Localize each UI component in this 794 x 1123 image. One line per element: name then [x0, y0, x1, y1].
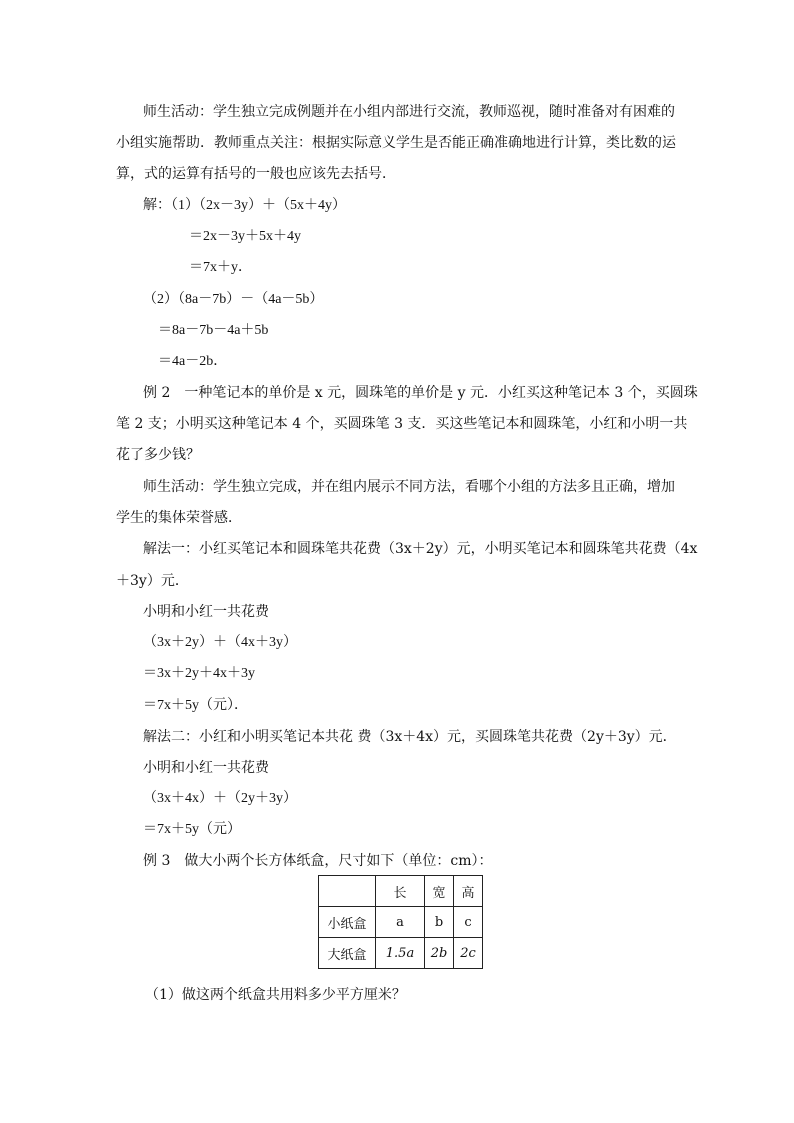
equation-line: （3x＋2y）＋（4x＋3y） — [143, 635, 297, 650]
paragraph-line: 算，式的运算有括号的一般也应该先去括号． — [116, 166, 396, 182]
table-header-row — [319, 876, 483, 907]
equation-line: ＝2x－3y＋5x＋4y — [189, 229, 301, 244]
solution-line: ＋3y）元． — [116, 573, 189, 589]
table-cell: 小纸盒 — [319, 907, 376, 938]
table-cell: a — [376, 907, 425, 938]
paragraph-line: 小明和小红一共花费 — [143, 760, 269, 776]
paragraph-line: 师生活动：学生独立完成例题并在小组内部进行交流，教师巡视，随时准备对有困难的 — [143, 104, 675, 120]
table-cell — [319, 876, 376, 907]
equation-line: ＝3x＋2y＋4x＋3y — [143, 666, 255, 681]
equation-line: ＝8a－7b－4a＋5b — [158, 323, 269, 338]
table-cell: c — [454, 907, 483, 938]
solution-line: 解法二：小红和小明买笔记本共花 费（3x＋4x）元，买圆珠笔共花费（2y＋3y）元． — [143, 729, 677, 745]
equation-line: ＝7x＋5y（元）． — [143, 698, 248, 713]
table-cell: 2c — [454, 938, 483, 969]
question-line: （1）做这两个纸盒共用料多少平方厘米？ — [145, 987, 406, 1003]
table-cell: b — [425, 907, 454, 938]
paragraph-line: 小明和小红一共花费 — [143, 604, 269, 620]
solution-line: 解：（1）（2x－3y）＋（5x＋4y） — [143, 198, 346, 213]
table-cell: 长 — [376, 876, 425, 907]
solution-line: （2）（8a－7b）－（4a－5b） — [143, 292, 324, 307]
table-cell: 宽 — [425, 876, 454, 907]
paragraph-line: 师生活动：学生独立完成，并在组内展示不同方法，看哪个小组的方法多且正确，增加 — [143, 479, 675, 495]
table-row — [319, 938, 483, 969]
dimensions-table — [318, 875, 483, 969]
equation-line: （3x＋4x）＋（2y＋3y） — [143, 791, 297, 806]
example-line: 花了多少钱？ — [116, 447, 200, 463]
example-line: 例 3 做大小两个长方体纸盒，尺寸如下（单位：cm）： — [143, 853, 493, 869]
table-row — [319, 907, 483, 938]
table-cell: 大纸盒 — [319, 938, 376, 969]
paragraph-line: 小组实施帮助．教师重点关注：根据实际意义学生是否能正确准确地进行计算，类比数的运 — [116, 135, 676, 151]
table-cell: 高 — [454, 876, 483, 907]
solution-line: 解法一：小红买笔记本和圆珠笔共花费（3x＋2y）元，小明买笔记本和圆珠笔共花费（4x — [143, 541, 698, 557]
example-line: 例 2 一种笔记本的单价是 x 元，圆珠笔的单价是 y 元．小红买这种笔记本 3 个，买圆珠 — [143, 385, 698, 401]
equation-line: ＝7x＋5y（元） — [143, 822, 241, 837]
table-cell: 1.5a — [376, 938, 425, 969]
paragraph-line: 学生的集体荣誉感． — [116, 510, 242, 526]
table-cell: 2b — [425, 938, 454, 969]
equation-line: ＝4a－2b． — [158, 354, 228, 369]
example-line: 笔 2 支；小明买这种笔记本 4 个，买圆珠笔 3 支．买这些笔记本和圆珠笔，小红和小明一共 — [116, 416, 688, 432]
equation-line: ＝7x＋y． — [189, 260, 252, 275]
